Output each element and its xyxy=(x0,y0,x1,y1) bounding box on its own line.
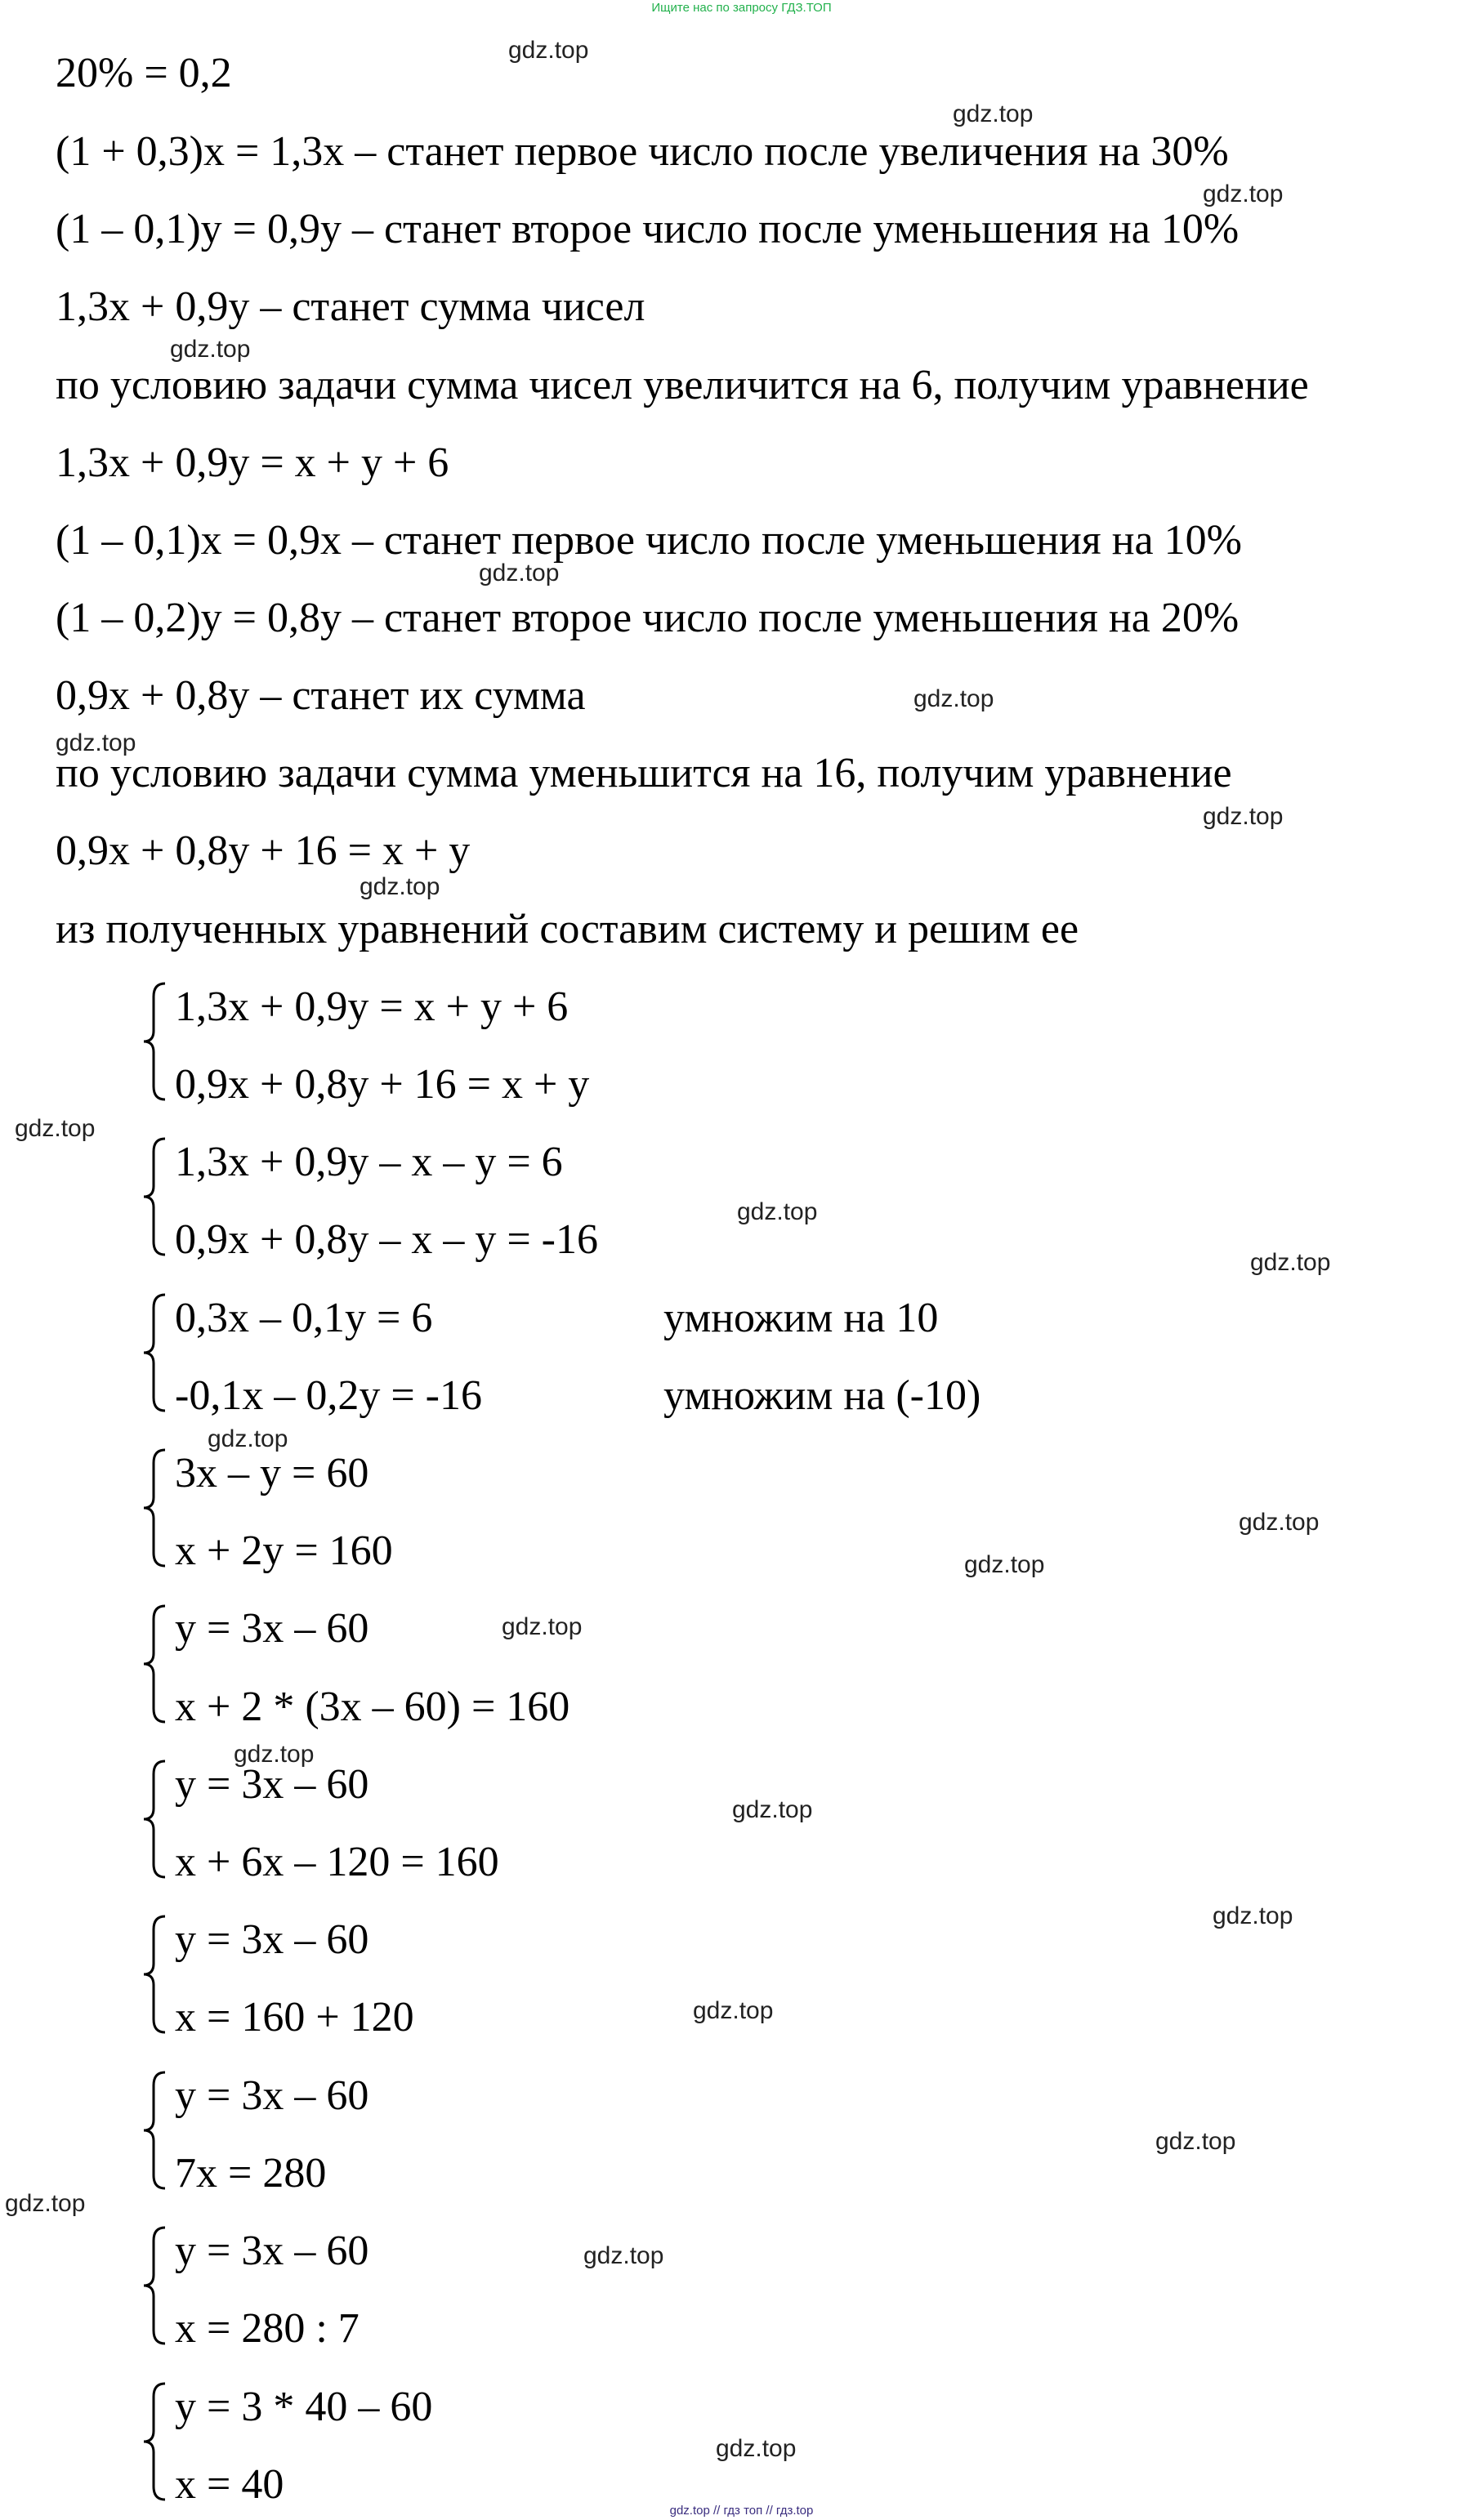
brace-system-5 xyxy=(137,1603,170,1725)
watermark: gdz.top xyxy=(56,729,136,756)
brace-system-8 xyxy=(137,2069,170,2192)
system-6-eq-2: x + 6x – 120 = 160 xyxy=(175,1839,499,1885)
brace-system-6 xyxy=(137,1758,170,1880)
system-4-eq-2: x + 2y = 160 xyxy=(175,1528,393,1574)
brace-system-4 xyxy=(137,1447,170,1569)
line-equation-1: 1,3x + 0,9y = x + y + 6 xyxy=(56,439,449,486)
watermark: gdz.top xyxy=(716,2435,797,2462)
system-3-note-1: умножим на 10 xyxy=(663,1295,939,1341)
system-10-eq-1: y = 3 * 40 – 60 xyxy=(175,2384,433,2430)
watermark: gdz.top xyxy=(15,1115,96,1142)
system-8-eq-1: y = 3x – 60 xyxy=(175,2072,369,2119)
watermark: gdz.top xyxy=(170,336,251,363)
watermark: gdz.top xyxy=(1250,1249,1331,1276)
system-10-eq-2: x = 40 xyxy=(175,2461,284,2508)
watermark: gdz.top xyxy=(913,685,994,712)
system-7-eq-1: y = 3x – 60 xyxy=(175,1916,369,1963)
watermark: gdz.top xyxy=(208,1425,288,1452)
system-4-eq-1: 3x – y = 60 xyxy=(175,1450,369,1496)
watermark: gdz.top xyxy=(1239,1509,1320,1536)
system-6-eq-1: y = 3x – 60 xyxy=(175,1761,369,1808)
system-2-eq-1: 1,3x + 0,9y – x – y = 6 xyxy=(175,1139,563,1185)
system-7-eq-2: x = 160 + 120 xyxy=(175,1994,414,2041)
watermark: gdz.top xyxy=(1203,181,1284,207)
footer-watermark: gdz.top // гдз топ // гдз.top xyxy=(669,2504,814,2518)
system-3-eq-1: 0,3x – 0,1y = 6 xyxy=(175,1295,433,1341)
watermark: gdz.top xyxy=(953,100,1034,127)
system-3-note-2: умножим на (-10) xyxy=(663,1372,981,1419)
line-condition-1: по условию задачи сумма чисел увеличится на 6, получим уравнение xyxy=(56,362,1309,408)
watermark: gdz.top xyxy=(234,1741,315,1768)
line-first-decrease: (1 – 0,1)x = 0,9x – станет первое число после уменьшения на 10% xyxy=(56,517,1242,564)
watermark: gdz.top xyxy=(508,37,589,64)
line-sum-2: 0,9x + 0,8y – станет их сумма xyxy=(56,672,586,719)
brace-system-2 xyxy=(137,1135,170,1258)
header-search-hint: Ищите нас по запросу ГДЗ.ТОП xyxy=(651,1,832,15)
system-3-eq-2: -0,1x – 0,2y = -16 xyxy=(175,1372,482,1419)
line-condition-2: по условию задачи сумма уменьшится на 16, получим уравнение xyxy=(56,750,1232,796)
line-compose-system: из полученных уравнений составим систему и решим ее xyxy=(56,906,1079,952)
watermark: gdz.top xyxy=(1203,803,1284,830)
line-equation-2: 0,9x + 0,8y + 16 = x + y xyxy=(56,827,471,874)
line-percent: 20% = 0,2 xyxy=(56,50,232,96)
line-sum: 1,3x + 0,9y – станет сумма чисел xyxy=(56,283,645,330)
watermark: gdz.top xyxy=(583,2242,664,2269)
brace-system-3 xyxy=(137,1291,170,1414)
line-second-decrease: (1 – 0,1)y = 0,9y – станет второе число после уменьшения на 10% xyxy=(56,206,1240,252)
system-8-eq-2: 7x = 280 xyxy=(175,2150,327,2197)
watermark: gdz.top xyxy=(5,2190,86,2217)
system-5-eq-2: x + 2 * (3x – 60) = 160 xyxy=(175,1684,570,1730)
brace-system-10 xyxy=(137,2380,170,2503)
watermark: gdz.top xyxy=(360,873,440,900)
system-9-eq-1: y = 3x – 60 xyxy=(175,2228,369,2274)
watermark: gdz.top xyxy=(732,1796,813,1823)
watermark: gdz.top xyxy=(1155,2128,1236,2155)
watermark: gdz.top xyxy=(737,1198,818,1225)
line-first-increase: (1 + 0,3)x = 1,3x – станет первое число после увеличения на 30% xyxy=(56,128,1229,175)
watermark: gdz.top xyxy=(693,1997,774,2024)
brace-system-9 xyxy=(137,2224,170,2347)
system-2-eq-2: 0,9x + 0,8y – x – y = -16 xyxy=(175,1216,598,1263)
brace-system-7 xyxy=(137,1913,170,2036)
system-9-eq-2: x = 280 : 7 xyxy=(175,2305,360,2352)
watermark: gdz.top xyxy=(964,1551,1045,1578)
brace-system-1 xyxy=(137,980,170,1103)
line-second-decrease-20: (1 – 0,2)y = 0,8y – станет второе число после уменьшения на 20% xyxy=(56,595,1240,641)
watermark: gdz.top xyxy=(1213,1902,1293,1929)
watermark: gdz.top xyxy=(502,1613,583,1640)
system-1-eq-1: 1,3x + 0,9y = x + y + 6 xyxy=(175,983,569,1030)
watermark: gdz.top xyxy=(479,560,560,587)
system-1-eq-2: 0,9x + 0,8y + 16 = x + y xyxy=(175,1061,590,1108)
system-5-eq-1: y = 3x – 60 xyxy=(175,1605,369,1652)
